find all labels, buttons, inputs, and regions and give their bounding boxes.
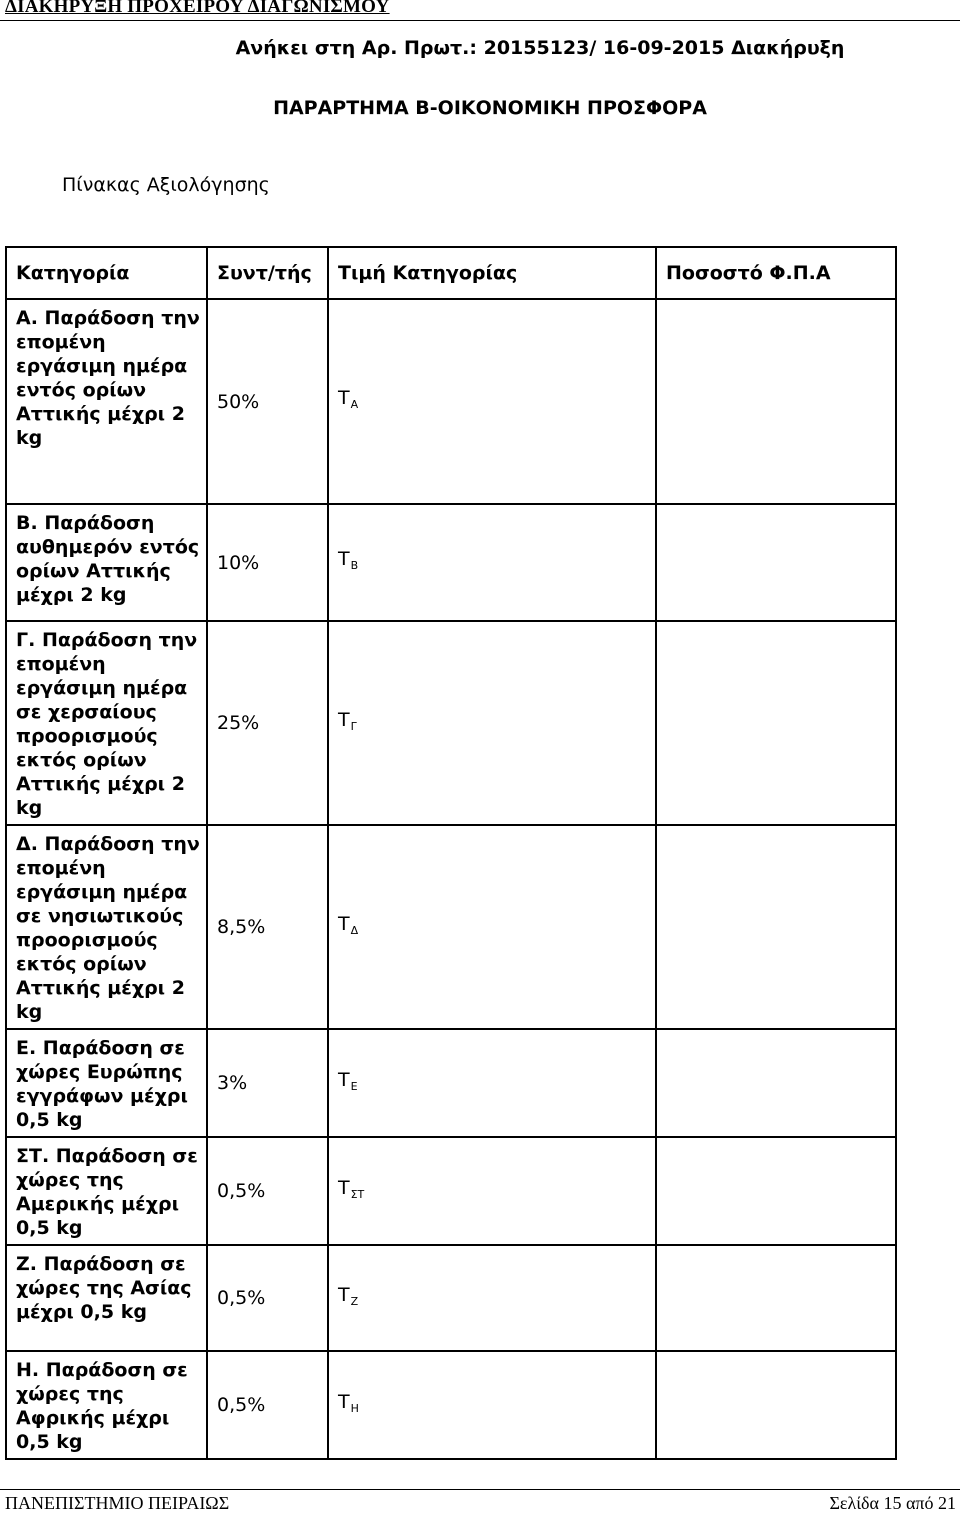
vat-cell xyxy=(656,1245,896,1351)
price-symbol: T xyxy=(338,1176,350,1199)
price-subscript: H xyxy=(350,1401,359,1415)
category-cell: Δ. Παράδοση την επομένη εργάσιμη ημέρα σε νησιωτικούς προορισμούς εκτός ορίων Αττικής μέχρι 2 kg xyxy=(6,825,207,1029)
vat-cell xyxy=(656,1137,896,1245)
coefficient-cell: 10% xyxy=(207,504,328,621)
vat-cell xyxy=(656,1351,896,1459)
price-symbol: T xyxy=(338,1390,350,1413)
vat-cell xyxy=(656,825,896,1029)
column-header-coefficient: Συντ/τής xyxy=(207,247,328,299)
footer-institution: ΠΑΝΕΠΙΣΤΗΜΙΟ ΠΕΙΡΑΙΩΣ xyxy=(5,1493,230,1513)
price-symbol: T xyxy=(338,1068,350,1091)
vat-cell xyxy=(656,299,896,504)
price-symbol: T xyxy=(338,387,350,409)
price-cell xyxy=(328,1029,656,1137)
table-row xyxy=(6,621,896,825)
table-row xyxy=(6,825,896,1029)
document-header-title: ΔΙΑΚΗΡΥΞΗ ΠΡΟΧΕΙΡΟΥ ΔΙΑΓΩΝΙΣΜΟΥ xyxy=(5,0,390,17)
vat-cell xyxy=(656,621,896,825)
column-header-price: Τιμή Κατηγορίας xyxy=(328,247,656,299)
table-row xyxy=(6,1351,896,1459)
coefficient-cell: 0,5% xyxy=(207,1245,328,1351)
table-row xyxy=(6,299,896,504)
protocol-reference: Ανήκει στη Αρ. Πρωτ.: 20155123/ 16-09-2015 Διακήρυξη xyxy=(235,37,845,59)
table-row xyxy=(6,504,896,621)
coefficient-cell: 0,5% xyxy=(207,1351,328,1459)
coefficient-cell: 0,5% xyxy=(207,1137,328,1245)
price-subscript: B xyxy=(350,559,359,572)
coefficient-cell: 25% xyxy=(207,621,328,825)
evaluation-table xyxy=(5,246,897,1460)
price-subscript: Z xyxy=(350,1294,359,1308)
price-subscript: Γ xyxy=(350,719,357,733)
column-header-category: Κατηγορία xyxy=(6,247,207,299)
category-cell: ΣΤ. Παράδοση σε χώρες της Αμερικής μέχρι 0,5 kg xyxy=(6,1137,207,1245)
price-cell xyxy=(328,1137,656,1245)
category-cell: Γ. Παράδοση την επομένη εργάσιμη ημέρα σε χερσαίους προορισμούς εκτός ορίων Αττικής μέχρι 2 kg xyxy=(6,621,207,825)
price-cell xyxy=(328,1351,656,1459)
coefficient-cell: 3% xyxy=(207,1029,328,1137)
price-subscript: Δ xyxy=(350,923,359,937)
table-row xyxy=(6,1245,896,1351)
price-symbol: T xyxy=(338,1283,350,1306)
table-caption: Πίνακας Αξιολόγησης xyxy=(62,174,270,196)
price-subscript: A xyxy=(350,398,359,411)
price-cell xyxy=(328,1245,656,1351)
footer-page-number: Σελίδα 15 από 21 xyxy=(829,1493,956,1513)
vat-cell xyxy=(656,1029,896,1137)
table-header-row xyxy=(6,247,896,299)
price-cell xyxy=(328,504,656,621)
header-divider xyxy=(0,20,960,21)
footer-divider xyxy=(0,1489,960,1490)
vat-cell xyxy=(656,504,896,621)
category-cell: Ε. Παράδοση σε χώρες Ευρώπης εγγράφων μέχρι 0,5 kg xyxy=(6,1029,207,1137)
table-row xyxy=(6,1137,896,1245)
category-cell: Α. Παράδοση την επομένη εργάσιμη ημέρα εντός ορίων Αττικής μέχρι 2 kg xyxy=(6,299,207,504)
category-cell: Η. Παράδοση σε χώρες της Αφρικής μέχρι 0,5 kg xyxy=(6,1351,207,1459)
column-header-vat: Ποσοστό Φ.Π.Α xyxy=(656,247,896,299)
table-row xyxy=(6,1029,896,1137)
annex-title: ΠΑΡΑΡΤΗΜΑ Β-ΟΙΚΟΝΟΜΙΚΗ ΠΡΟΣΦΟΡΑ xyxy=(273,97,707,119)
price-subscript: ΣΤ xyxy=(350,1187,365,1201)
price-symbol: T xyxy=(338,548,350,570)
price-cell xyxy=(328,299,656,504)
coefficient-cell: 50% xyxy=(207,299,328,504)
price-cell xyxy=(328,621,656,825)
price-subscript: E xyxy=(350,1079,358,1093)
category-cell: Β. Παράδοση αυθημερόν εντός ορίων Αττικής μέχρι 2 kg xyxy=(6,504,207,621)
coefficient-cell: 8,5% xyxy=(207,825,328,1029)
category-cell: Ζ. Παράδοση σε χώρες της Ασίας μέχρι 0,5 kg xyxy=(6,1245,207,1351)
price-symbol: T xyxy=(338,912,350,935)
price-cell xyxy=(328,825,656,1029)
price-symbol: T xyxy=(338,708,350,731)
